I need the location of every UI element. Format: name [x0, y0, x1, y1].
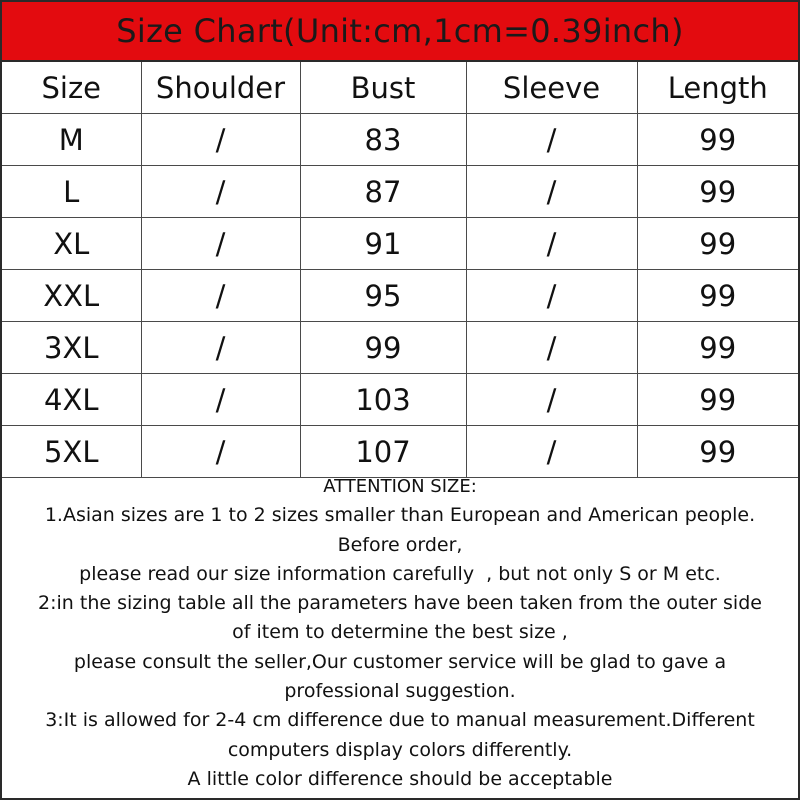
note-line: of item to determine the best size , — [232, 621, 568, 644]
cell-size: M — [2, 114, 141, 166]
cell-shoulder: / — [141, 270, 300, 322]
cell-size: 3XL — [2, 322, 141, 374]
note-line: A little color difference should be acceptable — [187, 767, 613, 790]
note-line: 2:in the sizing table all the parameters have been taken from the outer side — [38, 592, 762, 615]
cell-bust: 87 — [300, 166, 466, 218]
chart-title: Size Chart(Unit:cm,1cm=0.39inch) — [2, 2, 798, 62]
table-row — [2, 166, 798, 218]
cell-shoulder: / — [141, 322, 300, 374]
cell-length: 99 — [637, 218, 798, 270]
cell-shoulder: / — [141, 218, 300, 270]
cell-bust: 95 — [300, 270, 466, 322]
note-line: please read our size information carefully , but not only S or M etc. — [79, 562, 721, 585]
cell-length: 99 — [637, 114, 798, 166]
header-size: Size — [2, 62, 141, 114]
note-line: please consult the seller,Our customer service will be glad to gave a — [73, 650, 727, 673]
table-row — [2, 374, 798, 426]
cell-sleeve: / — [466, 426, 637, 478]
cell-bust: 107 — [300, 426, 466, 478]
cell-sleeve: / — [466, 114, 637, 166]
note-line: Before order, — [337, 533, 463, 556]
cell-size: 5XL — [2, 426, 141, 478]
attention-notes — [2, 472, 798, 794]
cell-size: XL — [2, 218, 141, 270]
cell-sleeve: / — [466, 322, 637, 374]
table-header-row — [2, 62, 798, 114]
cell-bust: 83 — [300, 114, 466, 166]
cell-sleeve: / — [466, 218, 637, 270]
cell-shoulder: / — [141, 114, 300, 166]
header-length: Length — [637, 62, 798, 114]
note-line: 3:It is allowed for 2-4 cm difference due to manual measurement.Different — [45, 709, 755, 732]
cell-size: XXL — [2, 270, 141, 322]
cell-length: 99 — [637, 426, 798, 478]
size-table — [2, 62, 798, 478]
table-row — [2, 322, 798, 374]
cell-length: 99 — [637, 322, 798, 374]
cell-shoulder: / — [141, 374, 300, 426]
cell-shoulder: / — [141, 426, 300, 478]
table-row — [2, 426, 798, 478]
cell-sleeve: / — [466, 374, 637, 426]
note-line: professional suggestion. — [284, 680, 516, 703]
table-row — [2, 270, 798, 322]
cell-length: 99 — [637, 374, 798, 426]
header-sleeve: Sleeve — [466, 62, 637, 114]
header-bust: Bust — [300, 62, 466, 114]
cell-size: 4XL — [2, 374, 141, 426]
notes-heading: ATTENTION SIZE: — [323, 476, 477, 497]
cell-size: L — [2, 166, 141, 218]
note-line: computers display colors differently. — [227, 738, 573, 761]
cell-length: 99 — [637, 166, 798, 218]
header-shoulder: Shoulder — [141, 62, 300, 114]
cell-shoulder: / — [141, 166, 300, 218]
cell-bust: 103 — [300, 374, 466, 426]
table-row — [2, 218, 798, 270]
cell-sleeve: / — [466, 270, 637, 322]
note-line: 1.Asian sizes are 1 to 2 sizes smaller than European and American people. — [44, 504, 756, 527]
cell-bust: 91 — [300, 218, 466, 270]
cell-length: 99 — [637, 270, 798, 322]
cell-bust: 99 — [300, 322, 466, 374]
cell-sleeve: / — [466, 166, 637, 218]
table-row — [2, 114, 798, 166]
